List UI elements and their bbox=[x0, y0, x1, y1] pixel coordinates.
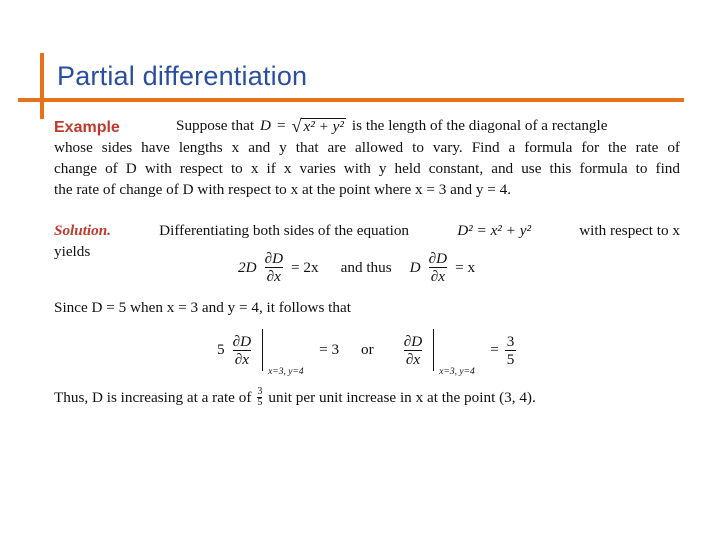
eq2-rhs: = 3 bbox=[319, 341, 340, 358]
equation-row-1 bbox=[238, 250, 475, 285]
conclusion-pre: Thus, D is increasing at a rate of bbox=[54, 388, 252, 406]
eq2-mid: or bbox=[361, 341, 374, 358]
solution-formula: D² = x² + y² bbox=[457, 222, 531, 239]
eq1-den: ∂x bbox=[266, 268, 281, 285]
eq2-num: ∂D bbox=[232, 332, 252, 350]
conclusion-frac-den: 5 bbox=[257, 397, 263, 408]
horizontal-accent-line bbox=[18, 98, 684, 102]
sqrt-symbol: √ bbox=[291, 116, 302, 136]
formula-equals: = bbox=[277, 117, 286, 134]
solution-line-2: yields bbox=[54, 243, 91, 260]
eq2b-eval-bar bbox=[433, 329, 475, 377]
eq2b-eval-subscript: x=3, y=4 bbox=[439, 367, 475, 377]
solution-line-3: Since D = 5 when x = 3 and y = 4, it follows that bbox=[54, 299, 351, 316]
example-line-1-pre: Suppose that bbox=[176, 117, 255, 134]
eq1b-den: ∂x bbox=[430, 268, 445, 285]
example-line-1-post: is the length of the diagonal of a rectangle bbox=[351, 117, 608, 134]
eq2-den: ∂x bbox=[234, 350, 249, 368]
vertical-accent-line bbox=[40, 53, 44, 119]
eq2b-result-fraction bbox=[505, 333, 517, 368]
eq1-fraction bbox=[263, 250, 285, 285]
eq2b-den: ∂x bbox=[405, 350, 421, 368]
sqrt-expression bbox=[292, 117, 346, 135]
eq2b-result-num: 3 bbox=[506, 332, 515, 350]
eq2b-result-den: 5 bbox=[506, 350, 515, 368]
eq2-fraction bbox=[231, 333, 253, 368]
eq1-num: ∂D bbox=[264, 250, 284, 267]
formula-d: D bbox=[260, 117, 272, 134]
eq1b-fraction bbox=[427, 250, 449, 285]
eq2-eval-bar bbox=[262, 329, 304, 377]
eq1-rhs: = 2x bbox=[291, 258, 319, 276]
example-label: Example bbox=[54, 119, 120, 136]
eq1b-num: ∂D bbox=[428, 250, 448, 267]
eq1-coef: 2D bbox=[238, 258, 257, 276]
page-title: Partial differentiation bbox=[57, 61, 308, 91]
eq1-mid: and thus bbox=[340, 258, 392, 276]
eq2b-equals: = bbox=[490, 341, 499, 358]
eq1b-coef: D bbox=[409, 258, 421, 276]
sqrt-radicand: x² + y² bbox=[303, 117, 344, 135]
equation-row-2 bbox=[217, 329, 518, 377]
solution-line-1 bbox=[54, 222, 680, 240]
conclusion-line bbox=[54, 387, 536, 408]
conclusion-fraction bbox=[257, 387, 262, 408]
solution-label: Solution. bbox=[54, 222, 111, 239]
eq2-coef: 5 bbox=[217, 341, 225, 358]
example-line-2: whose sides have lengths x and y that are allowed to vary. Find a formula for the rate of bbox=[54, 139, 680, 156]
conclusion-post: unit per unit increase in x at the point (3, 4). bbox=[268, 388, 536, 406]
solution-line-1-text: Differentiating both sides of the equation bbox=[159, 222, 410, 239]
eq2b-num: ∂D bbox=[403, 332, 423, 350]
example-line-1 bbox=[176, 117, 680, 135]
example-line-3: change of D with respect to x if x varies with y held constant, and use this formula to find bbox=[54, 160, 680, 177]
solution-line-1-tail: with respect to x bbox=[579, 222, 680, 239]
example-line-4: the rate of change of D with respect to x at the point where x = 3 and y = 4. bbox=[54, 181, 512, 198]
eq2b-fraction bbox=[402, 333, 424, 368]
eq1b-rhs: = x bbox=[455, 258, 476, 276]
conclusion-frac-num: 3 bbox=[257, 386, 263, 397]
eq2-eval-subscript: x=3, y=4 bbox=[268, 367, 304, 377]
